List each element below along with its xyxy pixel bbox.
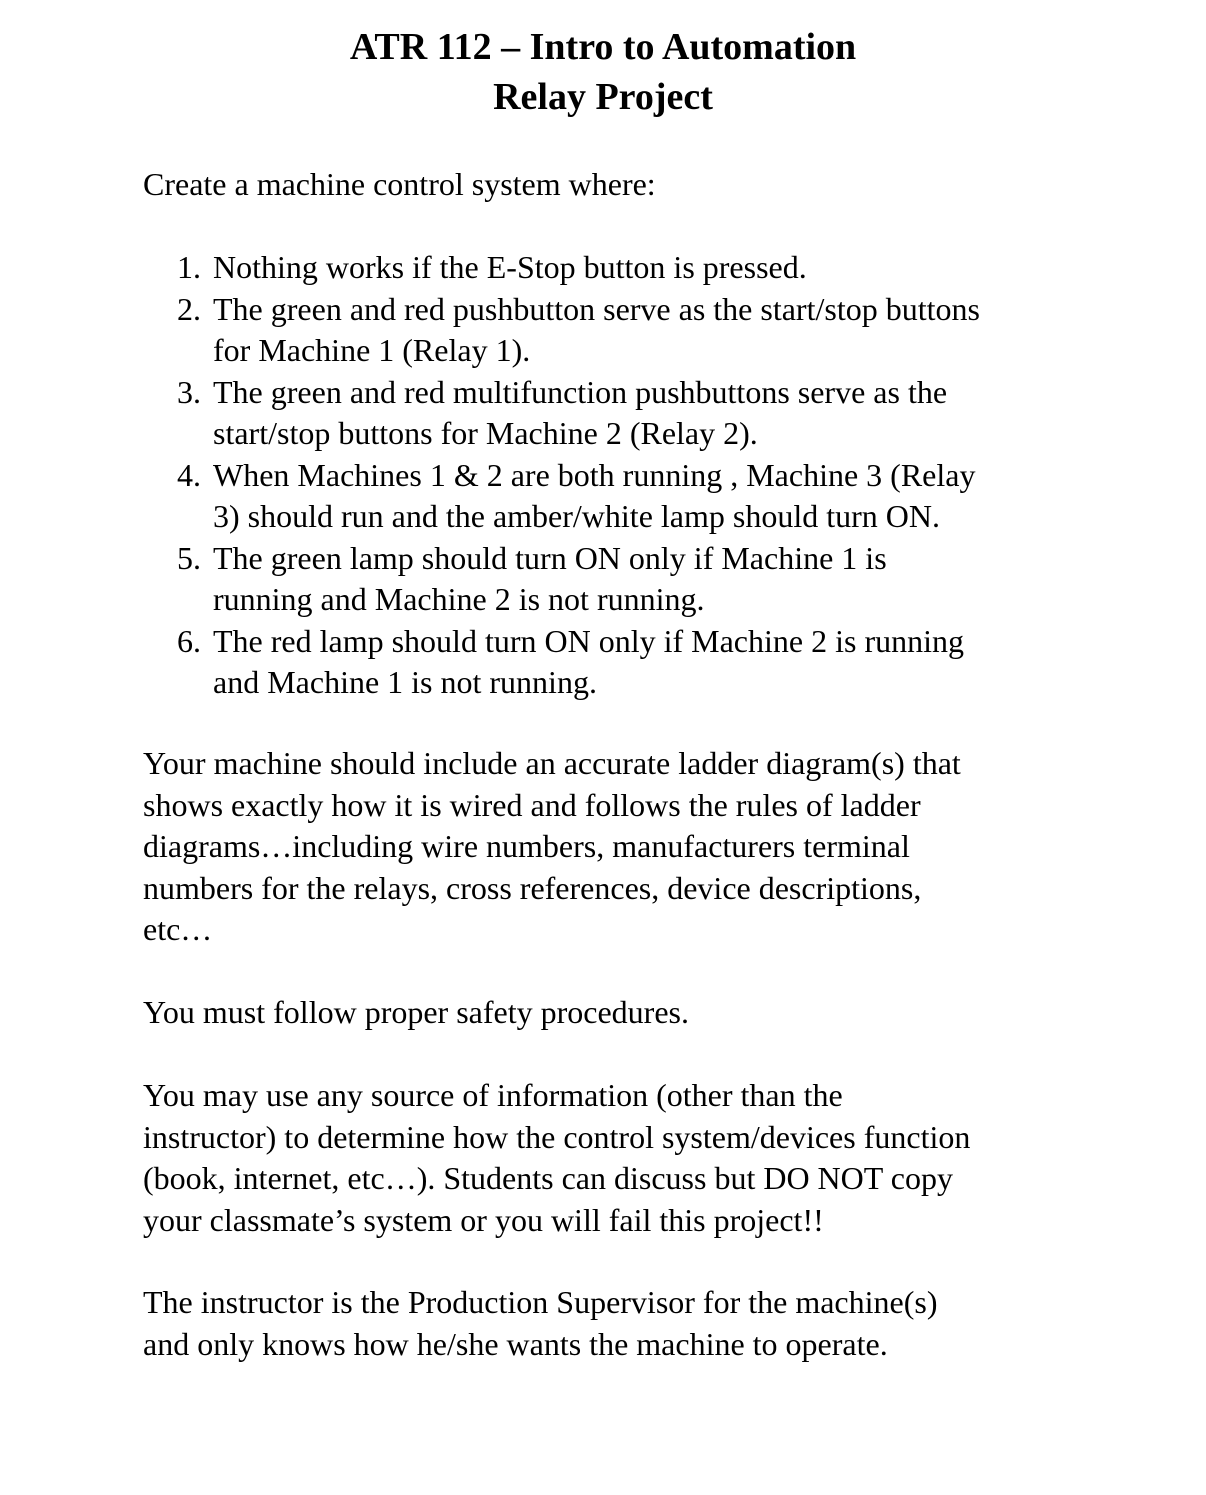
list-item-text: When Machines 1 & 2 are both running , Machine 3 (Relay [213, 456, 976, 493]
ladder-diagram-paragraph [143, 743, 1083, 951]
document-title: ATR 112 – Intro to Automation [349, 26, 857, 68]
paragraph-line: etc… [143, 911, 213, 947]
list-item [143, 455, 1143, 538]
list-item [143, 621, 1143, 704]
list-item-text: The green and red multifunction pushbuttons serve as the [213, 373, 948, 410]
list-item-text: Nothing works if the E-Stop button is pressed. [213, 249, 807, 285]
list-item-text: for Machine 1 (Relay 1). [213, 332, 531, 368]
paragraph-line: (book, internet, etc…). Students can discuss but DO NOT copy [143, 1160, 953, 1196]
list-item [143, 372, 1143, 455]
paragraph-line: You may use any source of information (other than the [143, 1077, 843, 1113]
list-item [143, 538, 1143, 621]
list-item-text: The green and red pushbutton serve as the start/stop buttons [213, 290, 980, 327]
paragraph-line: Your machine should include an accurate ladder diagram(s) that [143, 745, 961, 781]
paragraph-line: diagrams…including wire numbers, manufacturers terminal [143, 828, 910, 864]
list-item-text: running and Machine 2 is not running. [213, 581, 705, 617]
list-item-text: start/stop buttons for Machine 2 (Relay 2). [213, 415, 758, 451]
paragraph-line: numbers for the relays, cross references, device descriptions, [143, 869, 922, 906]
list-item-text: 3) should run and the amber/white lamp should turn ON. [213, 498, 940, 534]
list-item-number: 5. [177, 539, 201, 576]
information-source-paragraph [143, 1075, 1083, 1241]
instructor-paragraph [143, 1282, 1083, 1365]
list-item-text: and Machine 1 is not running. [213, 664, 597, 700]
list-item-number: 1. [177, 249, 201, 285]
paragraph-line: and only knows how he/she wants the machine to operate. [143, 1325, 888, 1362]
list-item-number: 4. [177, 456, 201, 493]
list-item-text: The red lamp should turn ON only if Machine 2 is running [213, 622, 964, 659]
safety-paragraph: You must follow proper safety procedures. [143, 994, 689, 1030]
list-item-number: 6. [177, 622, 201, 659]
intro-text: Create a machine control system where: [143, 166, 656, 202]
paragraph-line: The instructor is the Production Supervisor for the machine(s) [143, 1284, 938, 1320]
list-item-number: 2. [177, 290, 201, 327]
requirements-list [143, 247, 1143, 704]
list-item [143, 247, 1143, 289]
paragraph-line: shows exactly how it is wired and follows the rules of ladder [143, 786, 921, 823]
list-item-text: The green lamp should turn ON only if Machine 1 is [213, 539, 887, 576]
list-item [143, 289, 1143, 372]
paragraph-line: instructor) to determine how the control system/devices function [143, 1118, 971, 1155]
paragraph-line: your classmate’s system or you will fail this project!! [143, 1201, 824, 1238]
list-item-number: 3. [177, 373, 201, 410]
document-subtitle: Relay Project [493, 76, 713, 118]
